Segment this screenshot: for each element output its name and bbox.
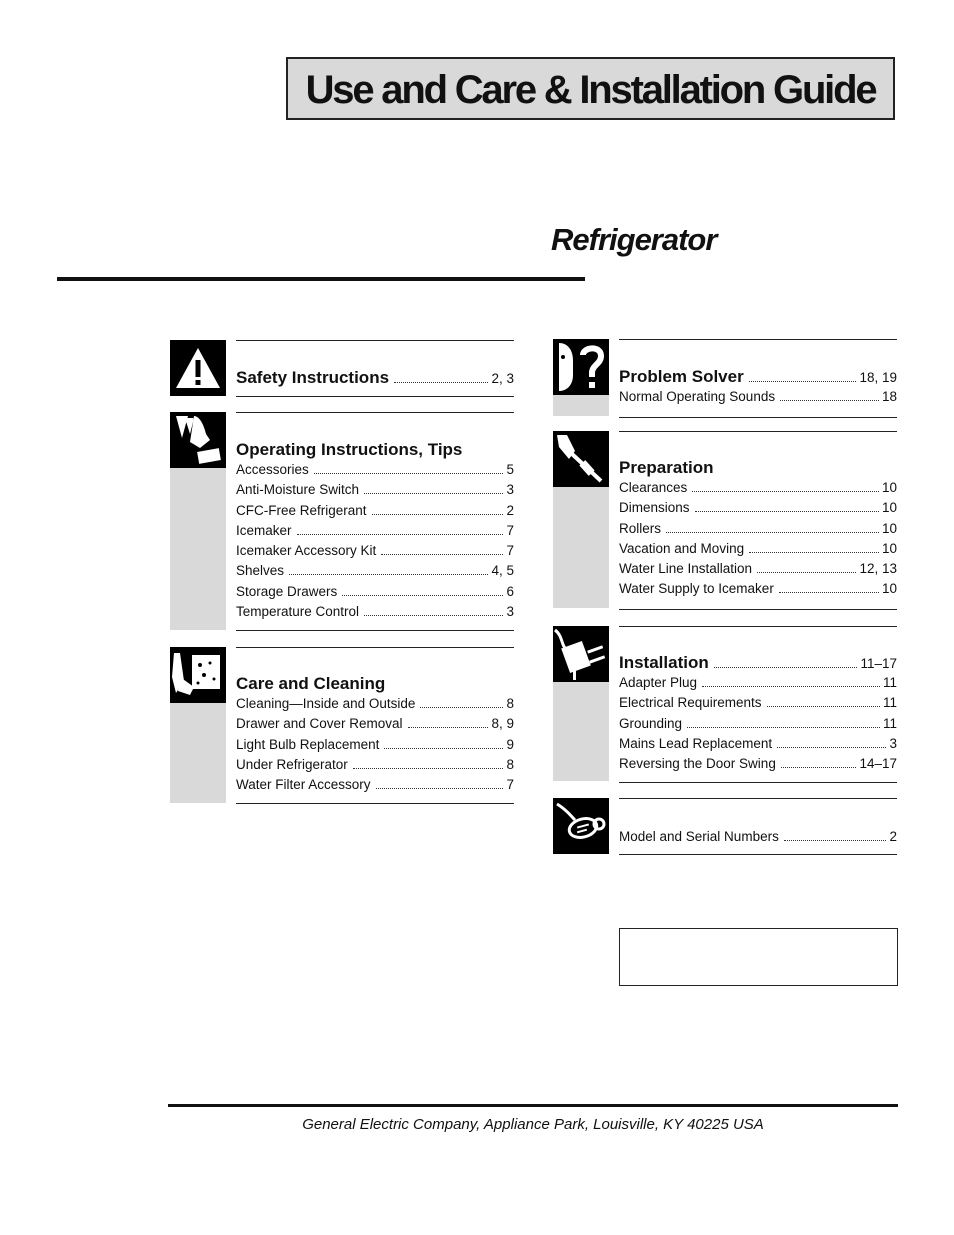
page-ref: 18, 19: [859, 370, 897, 385]
page-ref: 10: [881, 520, 897, 536]
toc-entry[interactable]: [236, 694, 514, 714]
entry-label: Water Line Installation: [619, 561, 753, 577]
entry-label: Mains Lead Replacement: [619, 735, 773, 751]
toc-entry[interactable]: [619, 754, 897, 774]
dot-leader: [781, 767, 857, 768]
page-ref: 11: [882, 675, 897, 690]
entry-label: Under Refrigerator: [236, 756, 348, 772]
page-ref: 7: [506, 522, 514, 538]
dot-leader: [687, 727, 880, 728]
page-title: Use and Care & Installation Guide: [305, 68, 876, 112]
page-ref: 10: [881, 581, 897, 597]
dot-leader: [394, 382, 488, 383]
entry-label: Icemaker: [236, 522, 292, 538]
entry-label: CFC-Free Refrigerant: [236, 502, 367, 518]
entry-label: Normal Operating Sounds: [619, 389, 776, 404]
section-content: [236, 647, 514, 804]
dot-leader: [384, 748, 503, 749]
dot-leader: [364, 493, 503, 494]
plug-icon: [553, 626, 609, 682]
section-title: Care and Cleaning: [236, 674, 386, 693]
model-label-icon: [553, 798, 609, 854]
page-ref: 2: [506, 502, 514, 518]
dot-leader: [780, 400, 879, 401]
title-banner: [286, 57, 895, 120]
section-heading-row[interactable]: [619, 653, 897, 673]
toc-entry[interactable]: [236, 714, 514, 734]
toc-entry[interactable]: [236, 460, 514, 480]
entry-label: Dimensions: [619, 500, 690, 516]
page-ref: 2, 3: [491, 371, 514, 386]
toc-entry[interactable]: [236, 561, 514, 581]
dot-leader: [353, 768, 504, 769]
page-ref: 8: [506, 696, 514, 711]
toc-entry[interactable]: [236, 480, 514, 500]
section-title: Problem Solver: [619, 367, 744, 386]
dot-leader: [381, 554, 503, 555]
dot-leader: [757, 572, 856, 573]
toc-entry[interactable]: [619, 673, 897, 693]
face-question-icon: [553, 339, 609, 395]
hand-sponge-icon: [170, 647, 226, 703]
entry-label: Vacation and Moving: [619, 540, 745, 556]
dot-leader: [314, 473, 504, 474]
dot-leader: [297, 534, 504, 535]
dot-leader: [749, 552, 879, 553]
toc-entry[interactable]: [236, 521, 514, 541]
page-ref: 10: [881, 480, 897, 495]
page-ref: 2: [889, 829, 897, 844]
page-ref: 11: [882, 715, 897, 731]
warning-triangle-icon: [170, 340, 226, 396]
section-heading-row[interactable]: [236, 368, 514, 388]
dot-leader: [666, 532, 879, 533]
dot-leader: [695, 511, 879, 512]
toc-entry[interactable]: [619, 478, 897, 498]
section-content: [619, 798, 897, 855]
dot-leader: [342, 595, 503, 596]
section-heading-row: [619, 458, 897, 478]
bottom-rule: [168, 1104, 898, 1107]
toc-entry[interactable]: [619, 734, 897, 754]
page-ref: 12, 13: [859, 561, 897, 577]
entry-label: Drawer and Cover Removal: [236, 716, 403, 732]
toc-entry[interactable]: [619, 714, 897, 734]
toc-entry[interactable]: [619, 559, 897, 579]
page-ref: 3: [889, 735, 897, 751]
entry-label: Rollers: [619, 520, 662, 536]
dot-leader: [767, 706, 880, 707]
toc-entry[interactable]: [236, 541, 514, 561]
toc-entry[interactable]: [236, 602, 514, 622]
entry-label: Water Supply to Icemaker: [619, 581, 774, 597]
hand-pressing-icon: [170, 412, 226, 468]
blank-note-box: [619, 928, 898, 986]
section-heading-row: [236, 440, 514, 460]
section-content: [236, 412, 514, 631]
dot-leader: [749, 381, 857, 382]
page-ref: 14–17: [859, 756, 897, 772]
entry-label: Reversing the Door Swing: [619, 756, 776, 772]
entry-label: Accessories: [236, 462, 309, 477]
section-title: Installation: [619, 653, 709, 672]
section-title: Operating Instructions, Tips: [236, 440, 463, 459]
entry-label: Icemaker Accessory Kit: [236, 543, 377, 559]
page-ref: 8: [506, 756, 514, 772]
entry-label: Storage Drawers: [236, 583, 338, 599]
section-title: Preparation: [619, 458, 714, 477]
page-ref: 11: [882, 695, 897, 711]
dot-leader: [702, 686, 880, 687]
page-ref: 11–17: [860, 656, 897, 671]
page-ref: 8, 9: [491, 716, 514, 732]
section-content: [619, 339, 897, 418]
toc-entry[interactable]: [619, 387, 897, 407]
page-ref: 4, 5: [491, 563, 514, 579]
toc-entry[interactable]: [619, 498, 897, 518]
section-heading-row: [236, 674, 514, 694]
page-ref: 10: [881, 500, 897, 516]
hand-screwdriver-icon: [553, 431, 609, 487]
entry-label: Clearances: [619, 480, 688, 495]
dot-leader: [692, 491, 879, 492]
product-subtitle: Refrigerator: [551, 222, 717, 257]
entry-label: Adapter Plug: [619, 675, 698, 690]
dot-leader: [372, 514, 504, 515]
toc-entry[interactable]: [619, 579, 897, 599]
page-ref: 7: [506, 777, 514, 793]
page-ref: 9: [506, 736, 514, 752]
toc-entry[interactable]: [236, 582, 514, 602]
toc-entry[interactable]: [619, 539, 897, 559]
section-content: [619, 626, 897, 783]
page-ref: 10: [881, 540, 897, 556]
dot-leader: [420, 707, 503, 708]
footer-address: General Electric Company, Appliance Park, Louisville, KY 40225 USA: [302, 1116, 764, 1133]
dot-leader: [779, 592, 879, 593]
dot-leader: [784, 840, 887, 841]
toc-entry[interactable]: [619, 693, 897, 713]
entry-label: Model and Serial Numbers: [619, 829, 779, 844]
page-ref: 7: [506, 543, 514, 559]
entry-label: Shelves: [236, 563, 285, 579]
section-title: Safety Instructions: [236, 368, 390, 387]
dot-leader: [408, 727, 489, 728]
page-ref: 5: [506, 462, 514, 477]
page-ref: 18: [881, 389, 897, 404]
toc-entry[interactable]: [236, 755, 514, 775]
toc-entry[interactable]: [619, 519, 897, 539]
entry-label: Water Filter Accessory: [236, 777, 371, 793]
dot-leader: [777, 747, 886, 748]
entry-label: Light Bulb Replacement: [236, 736, 380, 752]
toc-entry[interactable]: [236, 775, 514, 795]
toc-entry[interactable]: [619, 827, 897, 847]
page-ref: 6: [506, 583, 514, 599]
section-heading-row[interactable]: [619, 367, 897, 387]
entry-label: Temperature Control: [236, 604, 360, 620]
toc-entry[interactable]: [236, 501, 514, 521]
dot-leader: [364, 615, 503, 616]
page-ref: 3: [506, 604, 514, 620]
top-rule: [57, 277, 585, 281]
entry-label: Electrical Requirements: [619, 695, 762, 711]
section-content: [619, 431, 897, 610]
section-content: [236, 340, 514, 397]
dot-leader: [714, 667, 858, 668]
entry-label: Cleaning—Inside and Outside: [236, 696, 416, 711]
toc-entry[interactable]: [236, 735, 514, 755]
entry-label: Anti-Moisture Switch: [236, 482, 360, 498]
entry-label: Grounding: [619, 715, 683, 731]
page-ref: 3: [506, 482, 514, 498]
dot-leader: [289, 574, 488, 575]
dot-leader: [376, 788, 504, 789]
